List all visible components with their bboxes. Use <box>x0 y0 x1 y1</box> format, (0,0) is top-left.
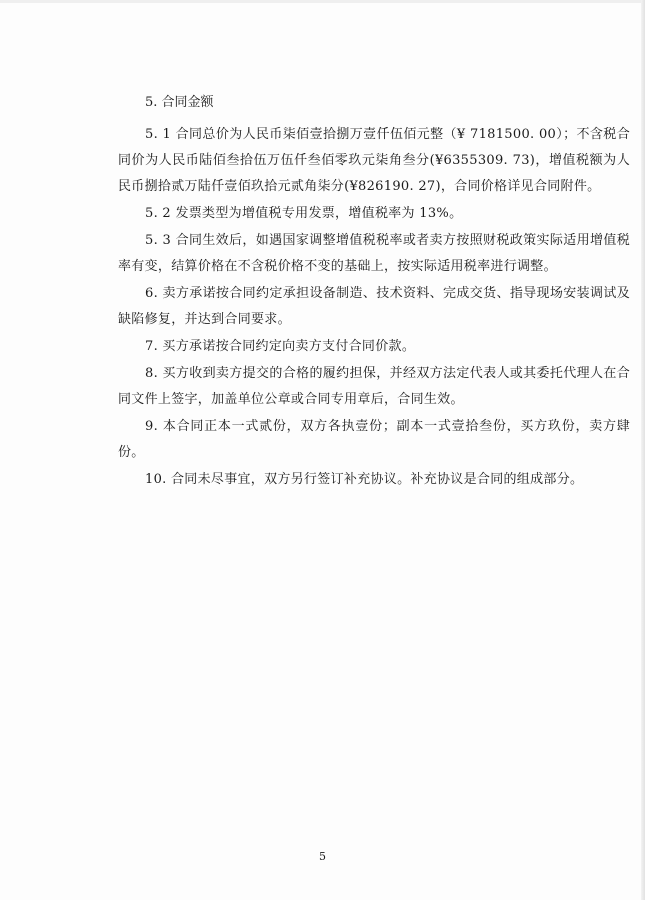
paragraph-5-1: 5. 1 合同总价为人民币柒佰壹拾捌万壹仟伍佰元整（¥ 7181500. 00）；不含税合同价为人民币陆佰叁拾伍万伍仟叁佰零玖元柒角叁分(¥6355309. 73)，增值税额为人民币捌拾贰万陆仟壹佰玖拾元贰角柒分(¥826190. 27)，合同价格详见合同附件。 <box>118 127 630 194</box>
paragraph-6: 6. 卖方承诺按合同约定承担设备制造、技术资料、完成交货、指导现场安装调试及缺陷修复，并达到合同要求。 <box>118 286 630 327</box>
paragraph-8: 8. 买方收到卖方提交的合格的履约担保，并经双方法定代表人或其委托代理人在合同文件上签字，加盖单位公章或合同专用章后，合同生效。 <box>118 366 630 407</box>
paragraph-5-2: 5. 2 发票类型为增值税专用发票，增值税率为 13%。 <box>145 206 463 221</box>
paragraph-5-3: 5. 3 合同生效后，如遇国家调整增值税税率或者卖方按照财税政策实际适用增值税率有变，结算价格在不含税价格不变的基础上，按实际适用税率进行调整。 <box>118 233 630 274</box>
paragraph-7: 7. 买方承诺按合同约定向卖方支付合同价款。 <box>145 339 416 354</box>
page-number: 5 <box>319 850 326 863</box>
document-body <box>118 90 630 493</box>
paragraph-9: 9. 本合同正本一式贰份，双方各执壹份；副本一式壹拾叁份，买方玖份，卖方肆份。 <box>118 419 630 460</box>
paragraph-10: 10. 合同未尽事宜，双方另行签订补充协议。补充协议是合同的组成部分。 <box>145 472 584 487</box>
section-heading: 5. 合同金额 <box>145 95 214 110</box>
page-right-edge <box>641 0 645 900</box>
page-top-edge <box>0 0 645 3</box>
